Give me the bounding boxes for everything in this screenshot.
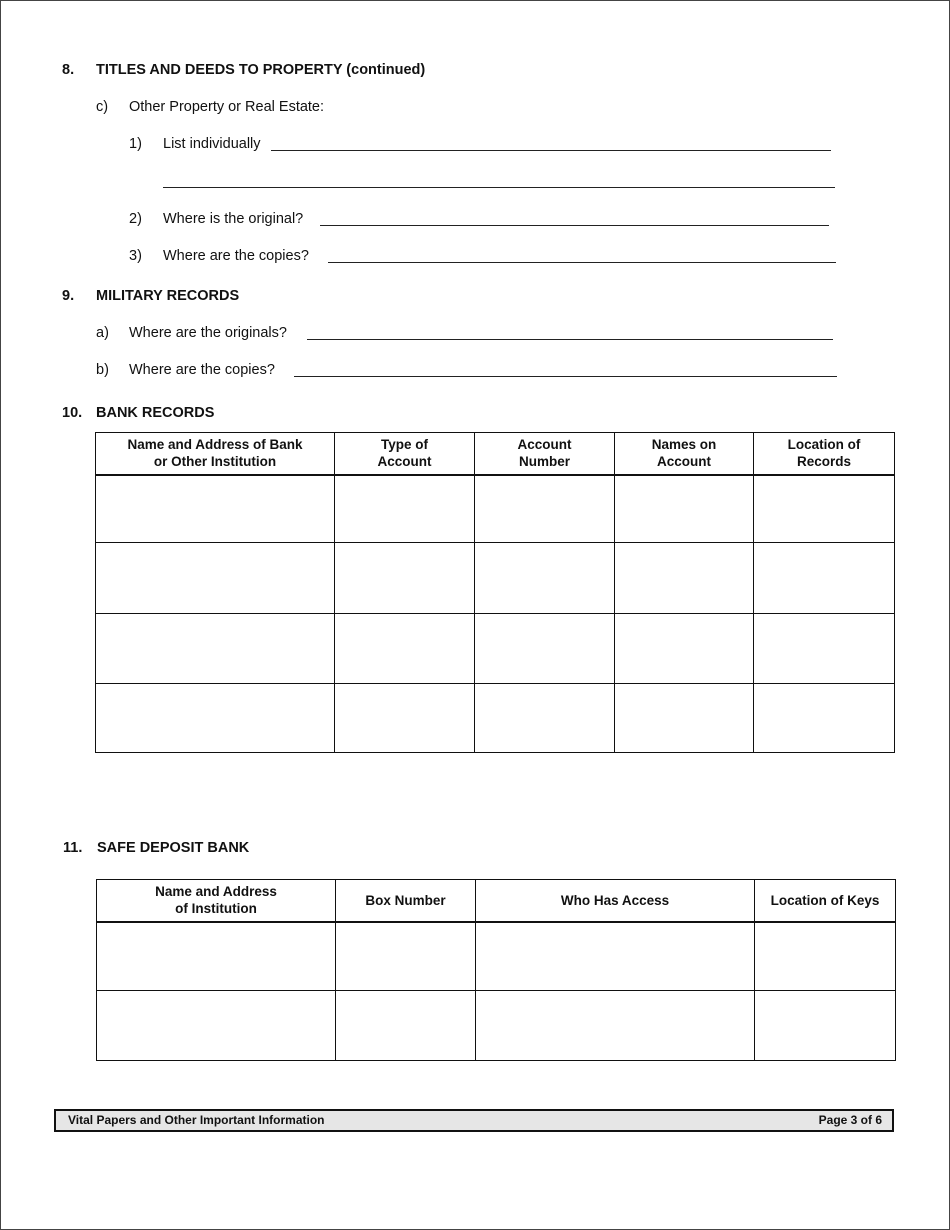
footer-document-title: Vital Papers and Other Important Information	[68, 1113, 325, 1127]
table-cell[interactable]	[754, 684, 895, 753]
item-b-marker: b)	[96, 362, 109, 378]
table-row	[96, 475, 895, 543]
military-originals-line[interactable]	[307, 339, 833, 340]
bank-header-account-number: Account Number	[475, 433, 615, 475]
table-cell[interactable]	[475, 614, 615, 684]
section-11-title: SAFE DEPOSIT BANK	[97, 840, 250, 856]
copies-location-line[interactable]	[328, 262, 836, 263]
item-2-label: Where is the original?	[163, 211, 304, 227]
table-cell[interactable]	[754, 475, 895, 543]
list-individually-line-2[interactable]	[163, 187, 835, 188]
table-cell[interactable]	[475, 684, 615, 753]
table-cell[interactable]	[336, 922, 476, 991]
table-cell[interactable]	[615, 614, 754, 684]
table-row	[96, 684, 895, 753]
item-2-marker: 2)	[129, 211, 142, 227]
item-1-marker: 1)	[129, 136, 142, 152]
safe-deposit-header-row	[97, 880, 896, 922]
section-10-title: BANK RECORDS	[96, 405, 215, 421]
safe-deposit-table	[96, 879, 896, 1061]
bank-header-location-of-records: Location of Records	[754, 433, 895, 475]
table-cell[interactable]	[615, 684, 754, 753]
section-9-number: 9.	[62, 288, 75, 304]
item-a-marker: a)	[96, 325, 109, 341]
table-row	[96, 543, 895, 614]
item-3-marker: 3)	[129, 248, 142, 264]
table-cell[interactable]	[615, 475, 754, 543]
bank-header-account-type: Type of Account	[335, 433, 475, 475]
bank-records-header-row	[96, 433, 895, 475]
table-cell[interactable]	[335, 614, 475, 684]
safe-header-box-number: Box Number	[336, 880, 476, 922]
item-b-label: Where are the copies?	[129, 362, 275, 378]
item-3-label: Where are the copies?	[163, 248, 309, 264]
table-cell[interactable]	[754, 614, 895, 684]
table-cell[interactable]	[96, 614, 335, 684]
bank-records-table	[95, 432, 895, 753]
table-cell[interactable]	[475, 543, 615, 614]
footer-page-number: Page 3 of 6	[818, 1113, 882, 1127]
table-cell[interactable]	[755, 991, 896, 1061]
section-9-title: MILITARY RECORDS	[96, 288, 240, 304]
table-cell[interactable]	[335, 684, 475, 753]
page-footer	[54, 1109, 894, 1132]
section-8-number: 8.	[62, 62, 75, 78]
section-8-title: TITLES AND DEEDS TO PROPERTY (continued)	[96, 62, 426, 78]
safe-header-location-of-keys: Location of Keys	[755, 880, 896, 922]
safe-header-who-has-access: Who Has Access	[476, 880, 755, 922]
bank-header-institution: Name and Address of Bank or Other Institution	[96, 433, 335, 475]
safe-header-institution: Name and Address of Institution	[97, 880, 336, 922]
section-10-number: 10.	[62, 405, 83, 421]
table-row	[97, 922, 896, 991]
table-cell[interactable]	[335, 543, 475, 614]
table-row	[97, 991, 896, 1061]
table-cell[interactable]	[96, 684, 335, 753]
bank-header-names-on-account: Names on Account	[615, 433, 754, 475]
section-8-sub-c-marker: c)	[96, 99, 109, 115]
item-1-label: List individually	[163, 136, 261, 152]
table-cell[interactable]	[755, 922, 896, 991]
list-individually-line-1[interactable]	[271, 150, 831, 151]
table-cell[interactable]	[96, 475, 335, 543]
table-cell[interactable]	[336, 991, 476, 1061]
table-cell[interactable]	[754, 543, 895, 614]
item-a-label: Where are the originals?	[129, 325, 287, 341]
table-row	[96, 614, 895, 684]
table-cell[interactable]	[97, 922, 336, 991]
military-copies-line[interactable]	[294, 376, 837, 377]
table-cell[interactable]	[96, 543, 335, 614]
section-11-number: 11.	[63, 840, 83, 856]
table-cell[interactable]	[335, 475, 475, 543]
table-cell[interactable]	[475, 475, 615, 543]
table-cell[interactable]	[615, 543, 754, 614]
original-location-line[interactable]	[320, 225, 829, 226]
table-cell[interactable]	[476, 922, 755, 991]
section-8-sub-c-label: Other Property or Real Estate:	[129, 99, 325, 115]
table-cell[interactable]	[97, 991, 336, 1061]
table-cell[interactable]	[476, 991, 755, 1061]
